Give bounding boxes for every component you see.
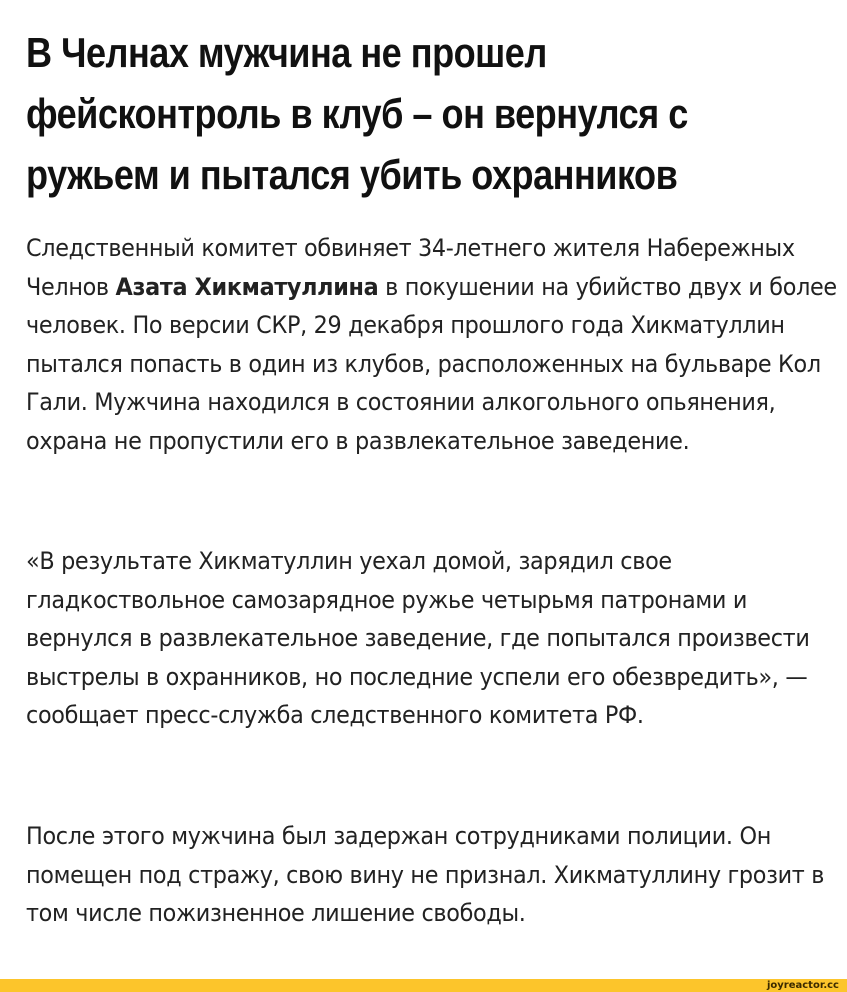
article — [26, 22, 841, 927]
paragraph-1-text-start: Следственный комитет обвиняет 34-летнего жителя Набережных Челнов — [26, 234, 795, 301]
accused-name: Азата Хикматуллина — [115, 272, 379, 301]
footer-bar — [0, 979, 847, 992]
article-paragraph-1 — [26, 229, 841, 460]
article-paragraph-3: После этого мужчина был задержан сотрудниками полиции. Он помещен под стражу, свою вину не признал. Хикматуллину грозит в том числе пожизненное лишение свободы. — [26, 822, 825, 927]
article-headline: В Челнах мужчина не прошел фейсконтроль в клуб – он вернулся с ружьем и пытался убить охранников — [26, 29, 688, 198]
article-paragraph-2: «В результате Хикматуллин уехал домой, зарядил свое гладкоствольное самозарядное ружье четырьмя патронами и вернулся в развлекательное заведение, где попытался произвести выстрелы в охранников, но последние успели его обезвредить», — сообщает пресс-служба следственного комитета РФ. — [26, 547, 810, 729]
watermark: joyreactor.cc — [766, 980, 839, 991]
paragraph-1-text-end: в покушении на убийство двух и более человек. По версии СКР, 29 декабря прошлого года Хикматуллин пытался попасть в один из клубов, расположенных на бульваре Кол Гали. Мужчина находился в состоянии алкогольного опьянения, охрана не пропустили его в развлекательное заведение. — [26, 272, 837, 455]
